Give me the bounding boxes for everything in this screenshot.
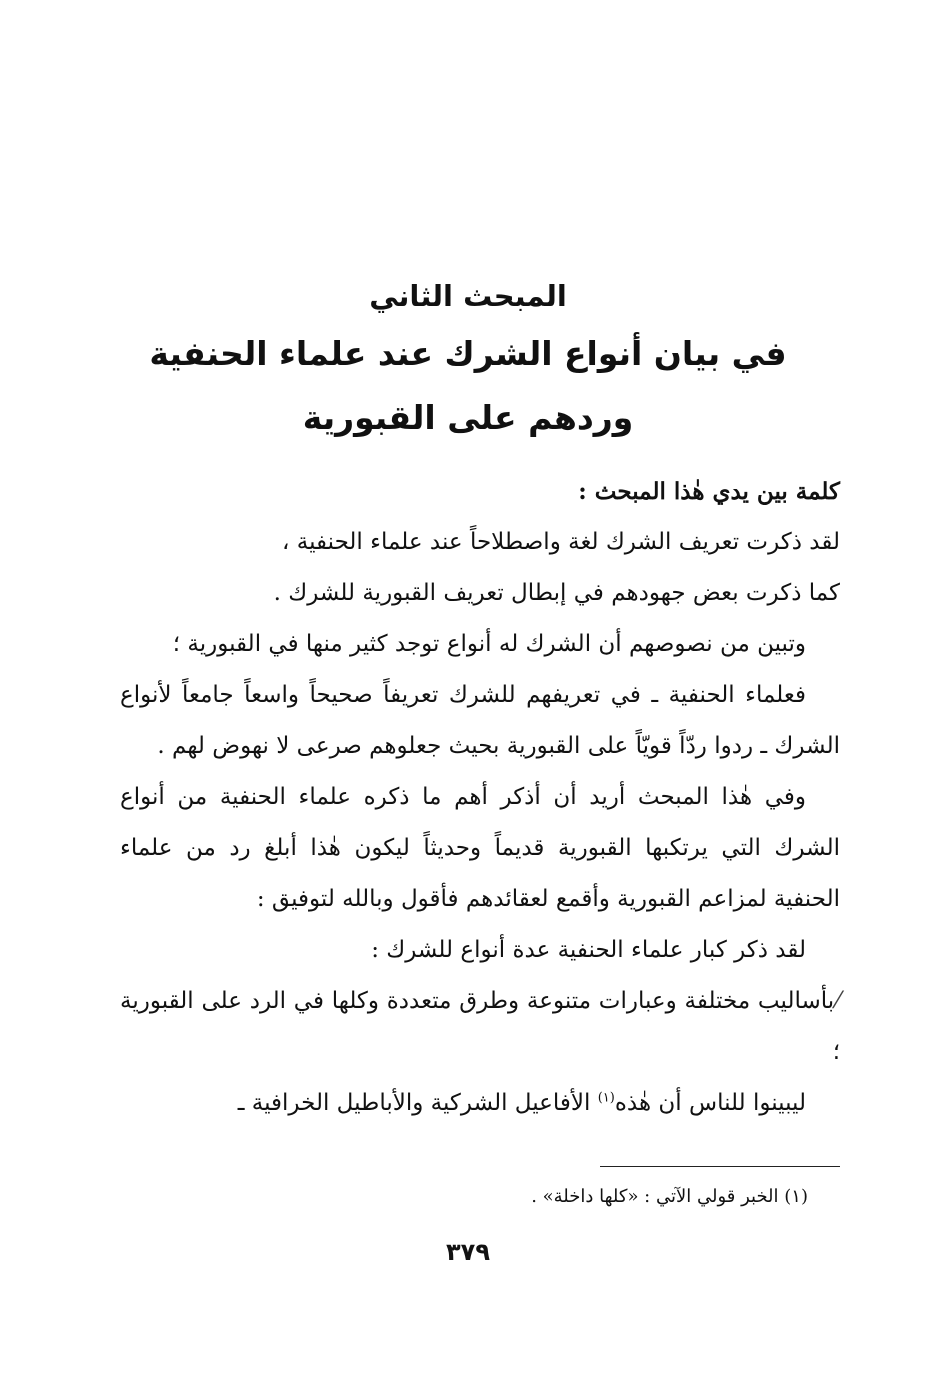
chapter-heading: [120, 270, 816, 450]
paragraph-7-end: الأفاعيل الشركية والأباطيل الخرافية ـ: [237, 1090, 598, 1116]
chapter-title-line-1: في بيان أنواع الشرك عند علماء الحنفية: [149, 334, 787, 373]
paragraph-5: لقد ذكر كبار علماء الحنفية عدة أنواع للشرك :: [371, 937, 806, 963]
paragraph-6: [120, 976, 840, 1078]
paragraph-3: فعلماء الحنفية ـ في تعريفهم للشرك تعريفاً صحيحاً واسعاً جامعاً لأنواع الشرك ـ ردوا ردّاً قويّاً على القبورية بحيث جعلوهم صرعى لا نهوض لهم .: [120, 682, 840, 759]
margin-mark: ⁄: [836, 988, 840, 1014]
footnote-reference[interactable]: (١): [597, 1090, 615, 1106]
paragraph-4: وفي هٰذا المبحث أريد أن أذكر أهم ما ذكره علماء الحنفية من أنواع الشرك التي يرتكبها القبورية قديماً وحديثاً ليكون هٰذا أبلغ رد من علماء الحنفية لمزاعم القبورية وأقمع لعقائدهم فأقول وبالله لتوفيق :: [120, 784, 840, 912]
paragraph-7-start: ليبينوا للناس أن هٰذه: [614, 1090, 806, 1116]
footnote: (١) الخبر قولي الآتي : «كلها داخلة» .: [531, 1186, 808, 1207]
intro-heading: كلمة بين يدي هٰذا المبحث :: [578, 478, 840, 505]
paragraph-1-line-1: لقد ذكرت تعريف الشرك لغة واصطلاحاً عند علماء الحنفية ،: [282, 529, 840, 555]
paragraph-7: [120, 1078, 840, 1129]
paragraph-2: وتبين من نصوصهم أن الشرك له أنواع توجد كثير منها في القبورية ؛: [172, 631, 806, 657]
chapter-title-line-2: وردهم على القبورية: [302, 398, 634, 437]
footnote-separator: [600, 1166, 840, 1167]
paragraph-6-text: بأساليب مختلفة وعبارات متنوعة وطرق متعددة وكلها في الرد على القبورية ؛: [120, 988, 840, 1065]
body-text: [120, 466, 840, 1129]
paragraph-1-line-2: كما ذكرت بعض جهودهم في إبطال تعريف القبورية للشرك .: [273, 580, 840, 606]
section-label: المبحث الثاني: [369, 279, 567, 313]
page-number: ٣٧٩: [446, 1238, 490, 1266]
